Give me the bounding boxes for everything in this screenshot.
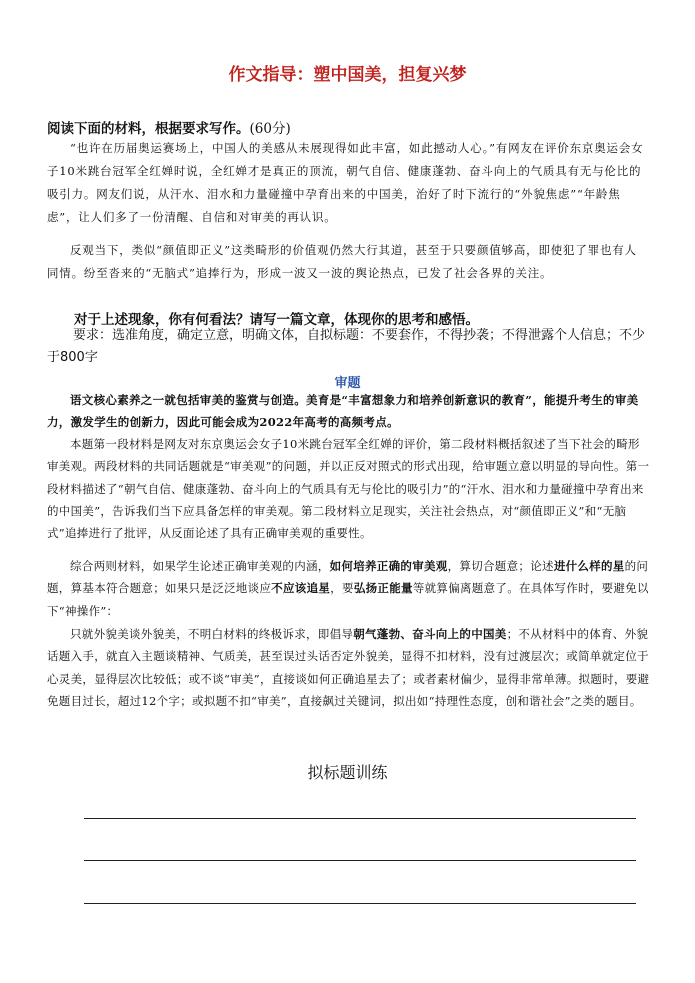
page-title: 作文指导：塑中国美，担复兴梦 [228,65,467,85]
p4-bold-b: 朝气蓬勃、奋斗向上的中国美 [353,627,507,641]
p4-text-a: 只就外貌美谈外貌美，不明白材料的终极诉求，即倡导 [70,627,354,641]
p3-bold-h: 弘扬正能量 [353,581,413,596]
requirements: 要求：选准角度，确定立意，明确文体，自拟标题：不要套作，不得抄袭；不得泄露个人信息；不少于800字 [47,328,646,365]
intro-instruction [47,117,291,137]
analysis-heading: 审题 [334,376,361,391]
material-paragraph-2: 反观当下，类似“颜值即正义”这类畸形的价值观仍然大行其道，甚至于只要颜值够高，即使犯了罪也有人同情。纷至沓来的“无脑式”追捧行为，形成一波又一波的舆论热点，已发了社会各界的关注。 [47,243,637,280]
p4-text-c: ；不从材料中的体育、外貌话题入手，就直入主题谈精神、气质美，甚至误过头话否定外貌美，显得不扣材料，没有过渡层次；或简单就定位于心灵美，显得层次比较低；或不谈“审美”，直接谈如何正确追星去了；或者素材偏少，显得非常单薄。拟题时，要避免题目过长，超过12个字；或拟题不扣“审美”，直接飙过关键词，拟出如“持理性态度，创和谐社会”之类的题目。 [47,627,650,708]
p3-bold-f: 不应该追星 [271,581,331,596]
analysis-paragraph-2: 本题第一段材料是网友对东京奥运会女子10米跳台冠军全红婵的评价，第二段材料概括叙述了当下社会的畸形审美观。两段材料的共同话题就是“审美观”的问题，并以正反对照式的形式出现，给审题立意以明显的导向性。第一段材料描述了“朝气自信、健康蓬勃、奋斗向上的气质具有无与伦比的吸引力”的“汗水、泪水和力量碰撞中孕育出来的中国美”，告诉我们当下应具备怎样的审美观。第二段材料立足现实，关注社会热点，对“颜值即正义”和“无脑式”追捧进行了批评，从反面论述了具有正确审美观的重要性。 [47,437,650,541]
p3-bold-b: 如何培养正确的审美观 [329,559,448,573]
p3-text-e: 的问题，算基本符合题意；如果只是泛泛地谈应 [47,559,649,596]
intro-score: (60分) [249,121,291,137]
answer-line-1[interactable] [84,818,636,819]
training-heading: 拟标题训练 [307,763,388,782]
p3-text-a: 综合两则材料，如果学生论述正确审美观的内涵， [70,559,330,573]
analysis-paragraph-3 [47,555,651,622]
material-paragraph-1: “也许在历届奥运赛场上，中国人的美感从未展现得如此丰富，如此撼动人心。”有网友在评价东京奥运会女子10米跳台冠军全红婵时说，全红婵才是真正的顶流，朝气自信、健康蓬勃、奋斗向上的气质具有无与伦比的吸引力。网友们说，从汗水、泪水和力量碰撞中孕育出来的中国美，治好了时下流行的“外貌焦虑”“年龄焦虑”，让人们多了一份清醒、自信和对审美的再认识。 [47,141,644,224]
analysis-paragraph-4 [47,623,651,712]
intro-text: 阅读下面的材料，根据要求写作。 [47,121,250,137]
answer-line-3[interactable] [84,903,636,904]
p3-text-i: 等就算偏离题意了。在具体写作时，要避免以下“神操作”： [47,581,649,618]
p3-text-c: ，算切合题意；论述 [447,559,554,573]
writing-question: 对于上述现象，你有何看法？请写一篇文章，体现你的思考和感悟。 [74,312,479,328]
answer-line-2[interactable] [84,860,636,861]
p3-bold-d: 进什么样的星 [553,559,625,573]
analysis-paragraph-1: 语文核心素养之一就包括审美的鉴赏与创造。美育是“丰富想象力和培养创新意识的教育”，能提升考生的审美力，激发学生的创新力，因此可能会成为2022年高考的高频考点。 [47,393,639,430]
p3-text-g: ，要 [330,581,354,596]
